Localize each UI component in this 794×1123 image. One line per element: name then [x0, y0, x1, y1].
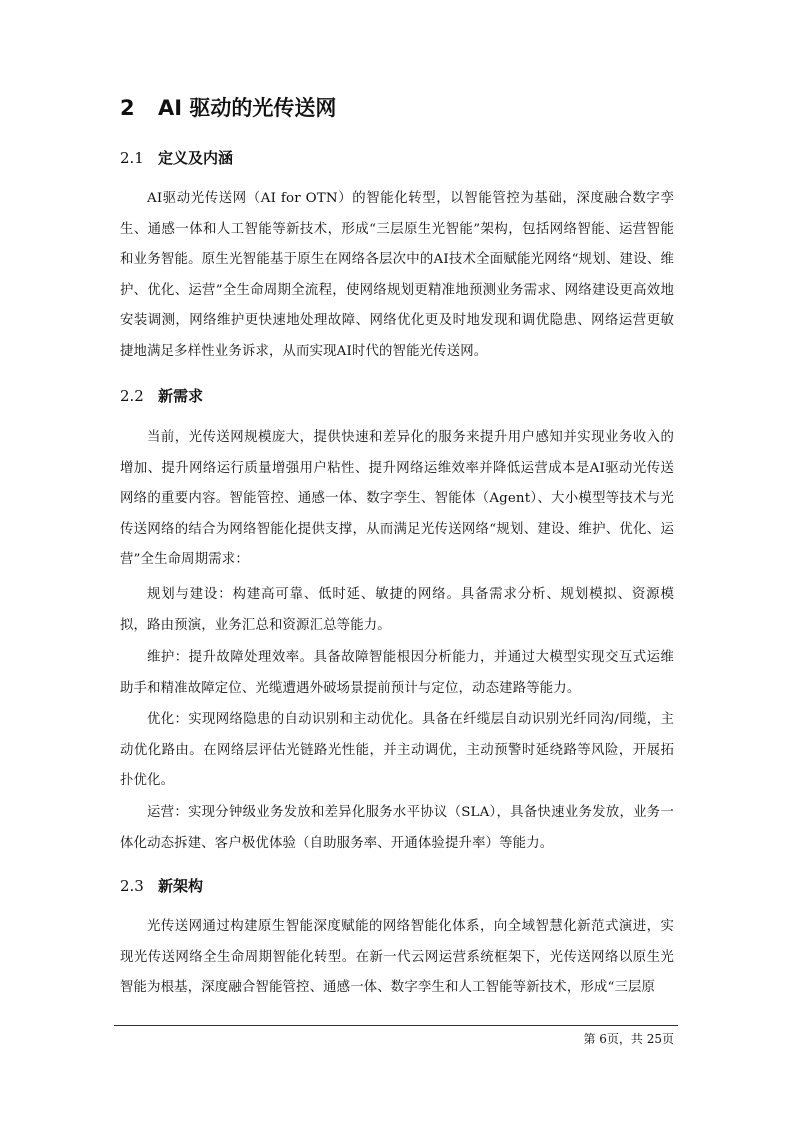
paragraph-maintenance: 维护：提升故障处理效率。具备故障智能根因分析能力，并通过大模型实现交互式运维助手和精准故障定位、光缆遭遇外破场景提前预计与定位，动态建路等能力。 — [120, 650, 674, 696]
section-heading-2-1 — [120, 146, 233, 170]
section-number: 2.3 — [120, 877, 144, 895]
section-title: 新需求 — [158, 387, 204, 405]
paragraph-requirements-intro: 当前，光传送网规模庞大，提供快速和差异化的服务来提升用户感知并实现业务收入的增加、提升网络运行质量增强用户粘性、提升网络运维效率并降低运营成本是AI驱动光传送网络的重要内容。智能管控、通感一体、数字孪生、智能体（Agent）、大小模型等技术与光传送网络的结合为网络智能化提供支撑，从而满足光传送网络“规划、建设、维护、优化、运营”全生命周期需求： — [120, 430, 674, 567]
section-heading-2-2 — [120, 384, 203, 408]
chapter-number: 2 — [120, 96, 135, 120]
page-number: 第 6页，共 25页 — [583, 1032, 674, 1046]
paragraph-operation: 运营：实现分钟级业务发放和差异化服务水平协议（SLA），具备快速业务发放，业务一体化动态拆建、客户极优体验（自助服务率、开通体验提升率）等能力。 — [120, 805, 674, 851]
paragraph-optimization: 优化：实现网络隐患的自动识别和主动优化。具备在纤缆层自动识别光纤同沟/同缆，主动优化路由。在网络层评估光链路光性能，并主动调优，主动预警时延绕路等风险，开展拓扑优化。 — [120, 712, 674, 788]
section-number: 2.1 — [120, 149, 144, 167]
paragraph-definition: AI驱动光传送网（AI for OTN）的智能化转型，以智能管控为基础，深度融合数字孪生、通感一体和人工智能等新技术，形成“三层原生光智能”架构，包括网络智能、运营智能和业务智能。原生光智能基于原生在网络各层次中的AI技术全面赋能光网络“规划、建设、维护、优化、运营”全生命周期全流程，使网络规划更精准地预测业务需求、网络建设更高效地安装调测，网络维护更快速地处理故障、网络优化更及时地发现和调优隐患、网络运营更敏捷地满足多样性业务诉求，从而实现AI时代的智能光传送网。 — [120, 191, 674, 359]
footer-divider — [114, 1025, 678, 1026]
section-number: 2.2 — [120, 387, 144, 405]
chapter-heading — [120, 93, 336, 123]
section-title: 定义及内涵 — [158, 149, 234, 167]
section-title: 新架构 — [158, 877, 204, 895]
paragraph-planning: 规划与建设：构建高可靠、低时延、敏捷的网络。具备需求分析、规划模拟、资源模拟，路由预演，业务汇总和资源汇总等能力。 — [120, 587, 674, 633]
section-heading-2-3 — [120, 874, 203, 898]
chapter-title: AI 驱动的光传送网 — [158, 96, 337, 120]
paragraph-architecture: 光传送网通过构建原生智能深度赋能的网络智能化体系，向全域智慧化新范式演进，实现光传送网络全生命周期智能化转型。在新一代云网运营系统框架下，光传送网络以原生光智能为根基，深度融合智能管控、通感一体、数字孪生和人工智能等新技术，形成“三层原 — [120, 919, 674, 995]
